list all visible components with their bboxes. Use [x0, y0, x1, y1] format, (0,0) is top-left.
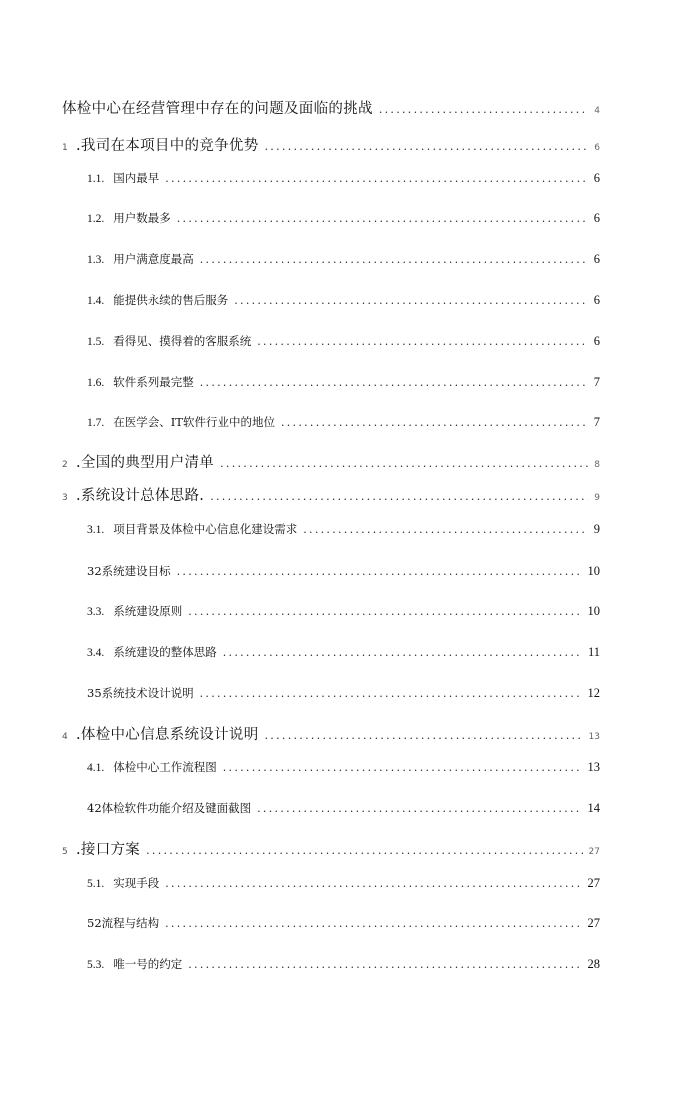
subsection-number: 1.3. [87, 254, 105, 266]
toc-entry-1-3[interactable] [87, 251, 600, 267]
toc-entry-page: 27 [587, 876, 600, 890]
toc-entry-title: 软件系列最完整 [113, 375, 194, 389]
toc-entry-title: 唯一号的约定 [113, 957, 183, 971]
leader-dots [257, 335, 588, 348]
toc-entry-1-5[interactable] [87, 333, 600, 349]
leader-dots [281, 416, 588, 429]
leader-dots [257, 802, 581, 815]
subsection-number: 3.3. [87, 606, 105, 618]
toc-entry-title: .接口方案 [76, 842, 141, 858]
toc-entry-page: 9 [594, 493, 600, 503]
toc-entry-preface[interactable] [62, 97, 600, 118]
toc-entry-title: 52流程与结构 [87, 916, 160, 930]
leader-dots [200, 253, 588, 266]
toc-entry-section-3[interactable] [62, 484, 600, 505]
leader-dots [165, 172, 588, 185]
leader-dots [265, 140, 589, 153]
subsection-number: 1.7. [87, 417, 105, 429]
toc-entry-title: 42体检软件功能介绍及键面截图 [87, 801, 252, 815]
toc-entry-title: 体检中心在经营管理中存在的问题及面临的挑战 [62, 101, 373, 117]
toc-entry-page: 11 [587, 645, 600, 659]
section-number: 1 [62, 143, 68, 153]
toc-entry-title: 能提供永续的售后服务 [113, 293, 229, 307]
leader-dots [223, 646, 582, 659]
toc-entry-page: 7 [593, 375, 600, 389]
toc-entry-page: 27 [587, 916, 600, 930]
leader-dots [165, 877, 581, 890]
toc-entry-section-4[interactable] [62, 723, 600, 744]
leader-dots [146, 844, 582, 857]
toc-entry-page: 7 [593, 415, 600, 429]
toc-entry-title: 国内最早 [113, 171, 160, 185]
toc-entry-title: 用户数最多 [113, 211, 171, 225]
toc-entry-title: .体检中心信息系统设计说明 [76, 727, 259, 743]
toc-entry-page: 4 [594, 106, 600, 116]
toc-entry-page: 6 [593, 211, 600, 225]
toc-entry-title: 体检中心工作流程图 [113, 760, 217, 774]
leader-dots [200, 687, 582, 700]
subsection-number: 3.4. [87, 647, 105, 659]
leader-dots [265, 729, 583, 742]
subsection-number: 5.1. [87, 878, 105, 890]
toc-entry-3-4[interactable] [87, 644, 600, 660]
subsection-number: 1.2. [87, 213, 105, 225]
toc-entry-title: .系统设计总体思路. [76, 488, 205, 504]
subsection-number: 5.3. [87, 959, 105, 971]
toc-entry-section-1[interactable] [62, 134, 600, 155]
toc-entry-page: 12 [587, 686, 600, 700]
toc-entry-page: 28 [587, 957, 600, 971]
toc-entry-page: 9 [593, 522, 600, 536]
toc-entry-title: 32系统建设目标 [87, 564, 171, 578]
leader-dots [165, 917, 581, 930]
section-number: 5 [62, 847, 68, 857]
toc-entry-1-6[interactable] [87, 374, 600, 390]
toc-entry-page: 6 [593, 334, 600, 348]
toc-entry-3-3[interactable] [87, 603, 600, 619]
toc-entry-1-2[interactable] [87, 210, 600, 226]
toc-entry-title: 看得见、摸得着的客服系统 [113, 334, 252, 348]
toc-entry-3-2[interactable] [87, 563, 600, 579]
leader-dots [177, 565, 582, 578]
subsection-number: 1.5. [87, 336, 105, 348]
toc-entry-page: 6 [594, 143, 600, 153]
toc-entry-section-2[interactable] [62, 451, 600, 472]
toc-entry-3-5[interactable] [87, 685, 600, 701]
section-number: 4 [62, 732, 68, 742]
toc-entry-page: 10 [587, 604, 600, 618]
toc-entry-4-2[interactable] [87, 800, 600, 816]
toc-entry-title: 35系统技术设计说明 [87, 686, 194, 700]
toc-entry-title: 实现手段 [113, 876, 160, 890]
toc-entry-page: 13 [588, 732, 600, 742]
leader-dots [188, 958, 581, 971]
toc-entry-title: 用户满意度最高 [113, 252, 194, 266]
leader-dots [188, 605, 581, 618]
subsection-number: 1.4. [87, 295, 105, 307]
toc-entry-5-1[interactable] [87, 875, 600, 891]
leader-dots [234, 294, 588, 307]
toc-entry-1-4[interactable] [87, 292, 600, 308]
leader-dots [220, 457, 588, 470]
leader-dots [223, 761, 582, 774]
leader-dots [379, 103, 588, 116]
subsection-number: 1.1. [87, 173, 105, 185]
toc-entry-4-1[interactable] [87, 759, 600, 775]
toc-entry-title: 在医学会、IT软件行业中的地位 [113, 415, 275, 429]
toc-entry-page: 6 [593, 171, 600, 185]
leader-dots [210, 490, 588, 503]
leader-dots [177, 212, 588, 225]
toc-entry-1-1[interactable] [87, 170, 600, 186]
toc-entry-5-3[interactable] [87, 956, 600, 972]
toc-entry-page: 8 [594, 460, 600, 470]
section-number: 3 [62, 493, 68, 503]
toc-entry-page: 10 [587, 564, 600, 578]
leader-dots [303, 523, 588, 536]
toc-entry-1-7[interactable] [87, 414, 600, 430]
section-number: 2 [62, 460, 68, 470]
toc-entry-3-1[interactable] [87, 521, 600, 537]
subsection-number: 3.1. [87, 524, 105, 536]
toc-entry-title: .全国的典型用户清单 [76, 455, 215, 471]
leader-dots [200, 376, 588, 389]
toc-entry-page: 13 [587, 760, 600, 774]
toc-entry-page: 27 [588, 847, 600, 857]
subsection-number: 4.1. [87, 762, 105, 774]
toc-entry-title: 系统建设原则 [113, 604, 183, 618]
subsection-number: 1.6. [87, 377, 105, 389]
toc-entry-page: 6 [593, 293, 600, 307]
toc-entry-title: 系统建设的整体思路 [113, 645, 217, 659]
toc-entry-section-5[interactable] [62, 838, 600, 859]
toc-entry-title: .我司在本项目中的竞争优势 [76, 138, 259, 154]
toc-entry-title: 项目背景及体检中心信息化建设需求 [113, 522, 298, 536]
toc-entry-5-2[interactable] [87, 915, 600, 931]
toc-entry-page: 14 [587, 801, 600, 815]
toc-entry-page: 6 [593, 252, 600, 266]
